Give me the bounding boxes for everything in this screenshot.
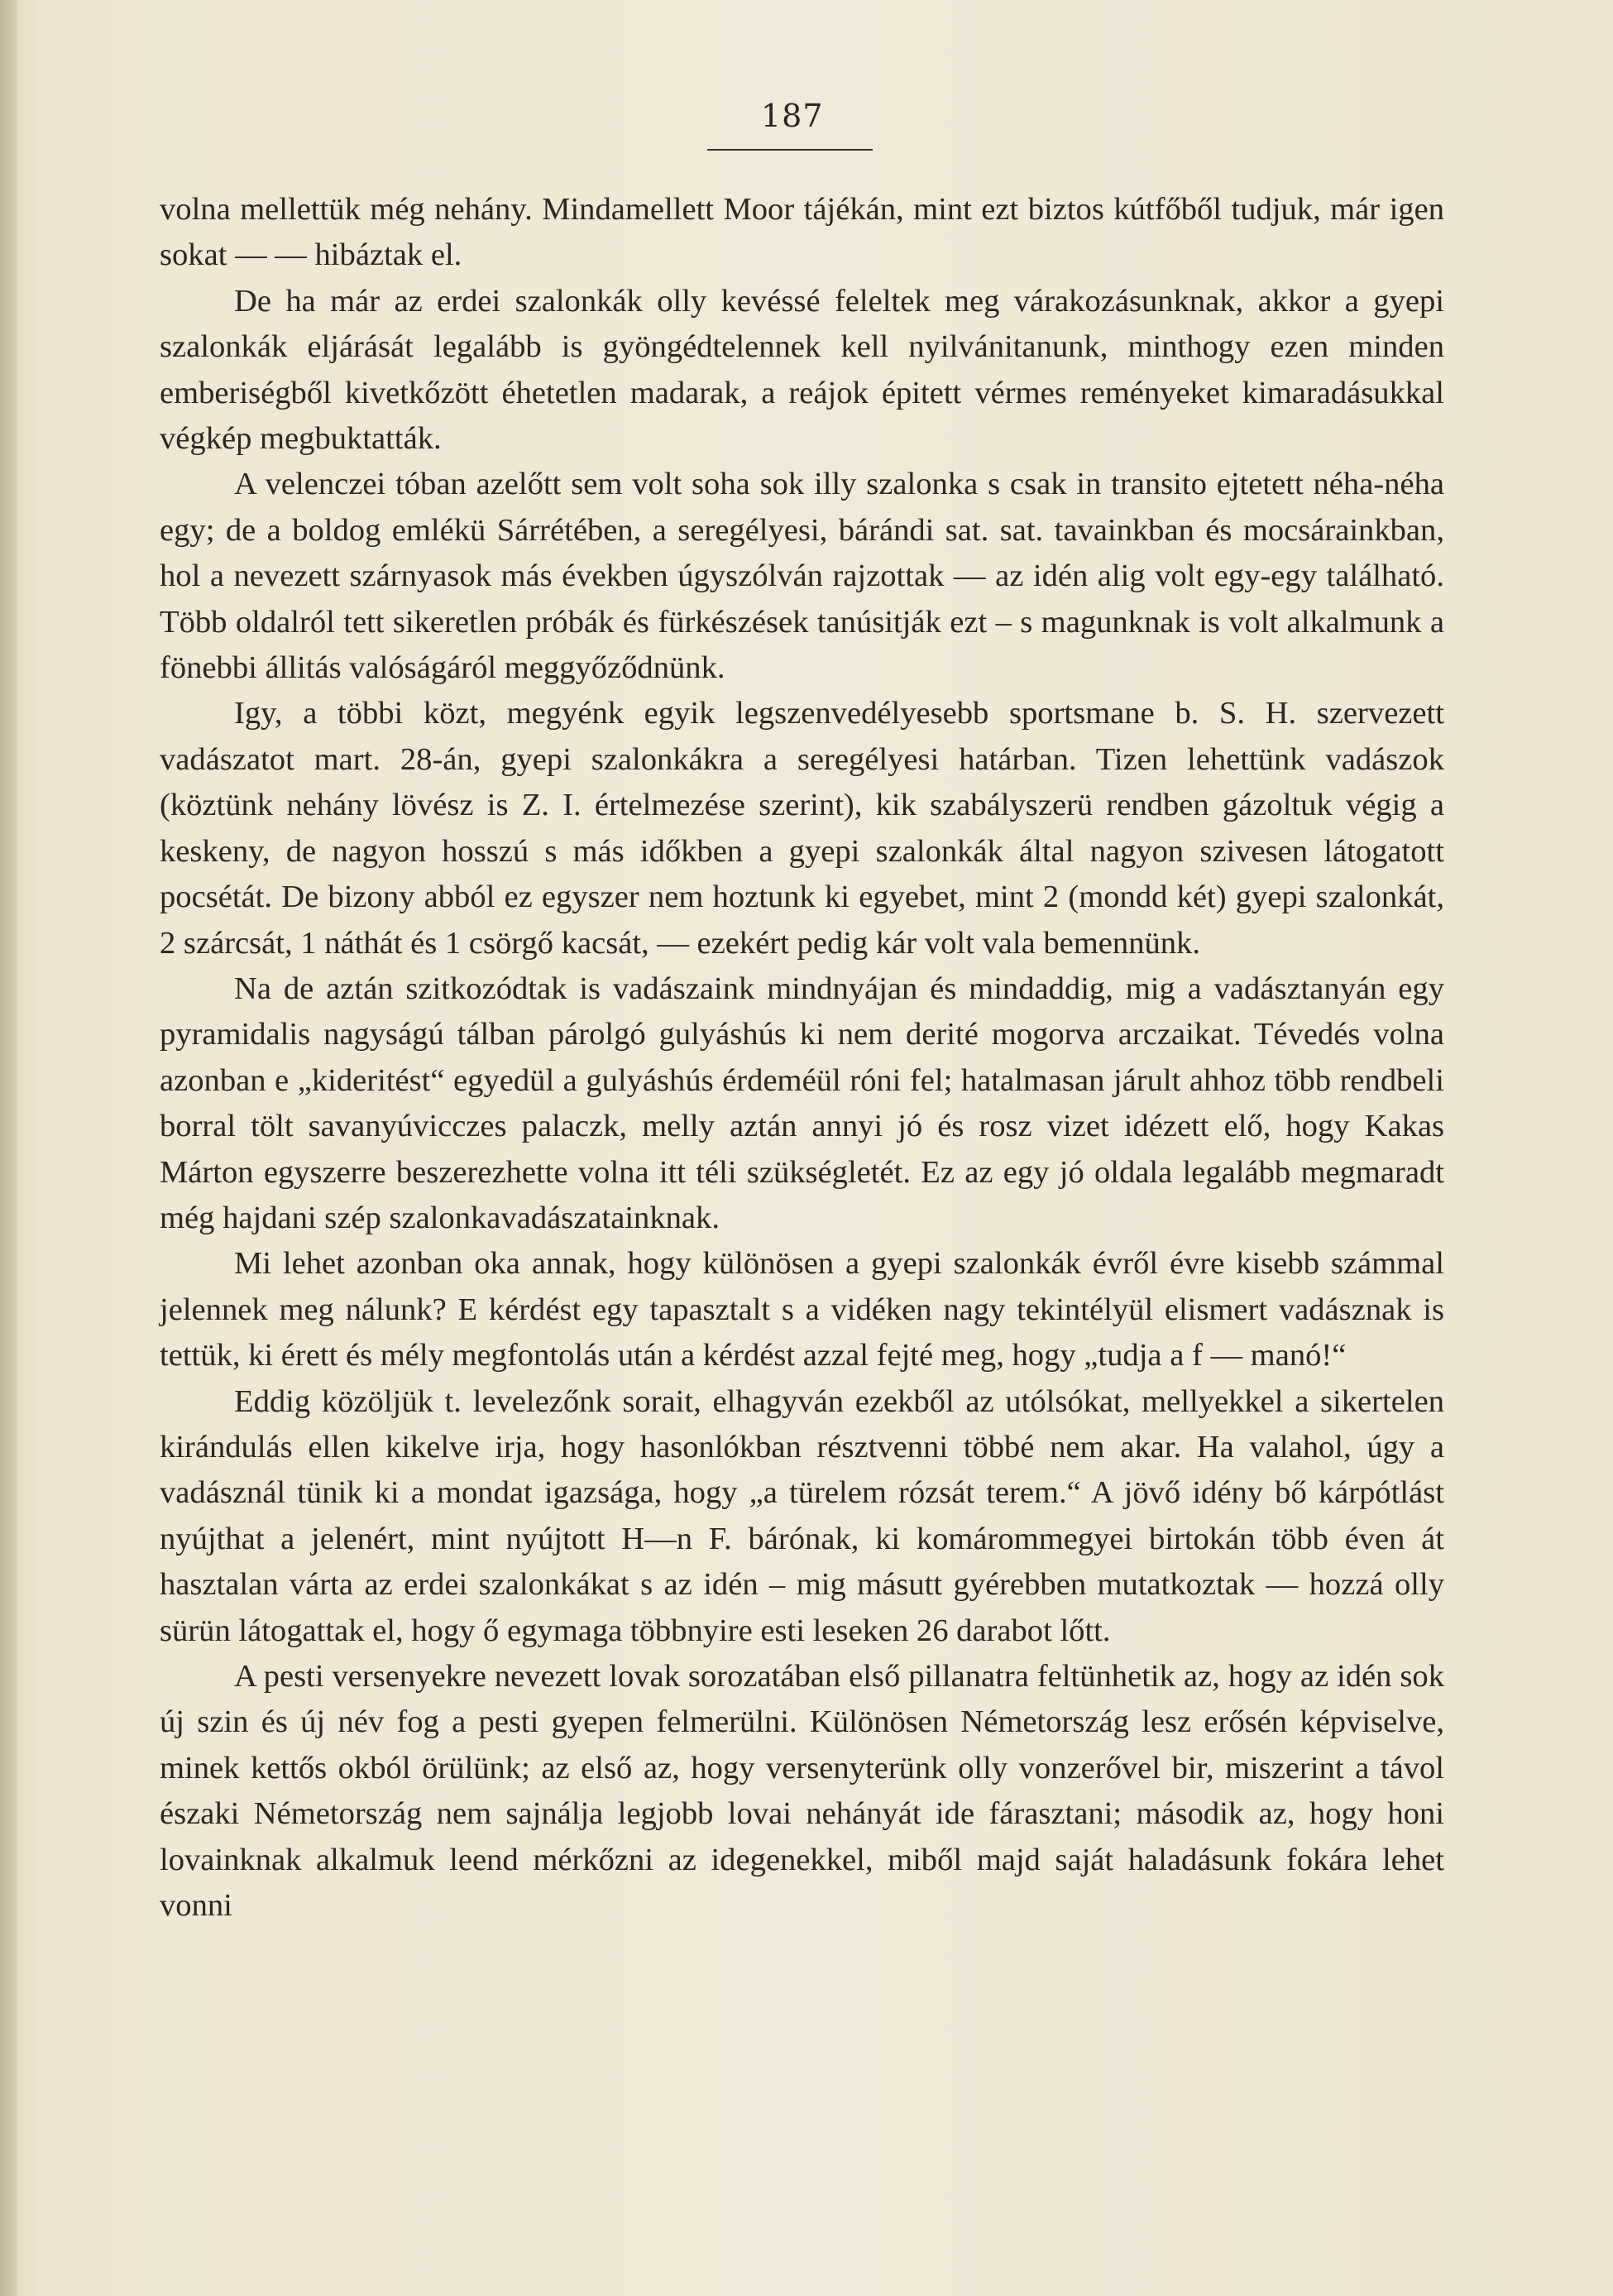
binding-gutter <box>0 0 18 2296</box>
paragraph: A velenczei tóban azelőtt sem volt soha sok illy szalonka s csak in transito ejtetett néha-néha egy; de a boldog emlékü Sárrétében, a seregélyesi, bárándi sat. sat. tavainkban és mocsárainkban, hol a nevezett szárnyasok más években úgyszólván rajzottak — az idén alig volt egy-egy található. Több oldalról tett sikeretlen próbák és fürkészések tanúsitják ezt – s magunknak is volt alkalmunk a fönebbi állitás valóságáról meggyőződnünk. <box>160 467 1444 686</box>
paragraph: Na de aztán szitkozódtak is vadászaink mindnyájan és mindaddig, mig a vadásztanyán egy pyramidalis nagyságú tálban párolgó gulyáshús ki nem derité mogorva arczaikat. Tévedés volna azonban e „kideritést“ egyedül a gulyáshús érdeméül róni fel; hatalmasan járult ahhoz több rendbeli borral tölt savanyúvicczes palaczk, melly aztán annyi jó és rosz vizet idézett elő, hogy Kakas Márton egyszerre beszerezhette volna itt téli szükségletét. Ez az egy jó oldala legalább megmaradt még hajdani szép szalonkavadászatainknak. <box>160 971 1444 1235</box>
page-number: 187 <box>761 98 824 134</box>
paragraph: A pesti versenyekre nevezett lovak sorozatában első pillanatra feltünhetik az, hogy az idén sok új szin és új név fog a pesti gyepen felmerülni. Különösen Németország lesz erősén képviselve, minek kettős okból örülünk; az első az, hogy versenyterünk olly vonzerővel bir, miszerint a távol északi Németország nem sajnálja legjobb lovai nehányát ide fárasztani; második az, hogy honi lovainknak alkalmuk leend mérkőzni az idegenekkel, miből majd saját haladásunk fokára lehet vonni <box>160 1659 1444 1924</box>
paragraph: Eddig közöljük t. levelezőnk sorait, elhagyván ezekből az utólsókat, mellyekkel a sikertelen kirándulás ellen kikelve irja, hogy hasonlókban résztvenni többé nem akar. Ha valahol, úgy a vadásznál tünik ki a mondat igazsága, hogy „a türelem rózsát terem.“ A jövő idény bő kárpótlást nyújthat a jelenért, mint nyújtott H—n F. bárónak, ki komárommegyei birtokán több éven át hasztalan várta az erdei szalonkákat s az idén – mig másutt gyérebben mutatkoztak — hozzá olly sürün látogattak el, hogy ő egymaga többnyire esti leseken 26 darabot lőtt. <box>160 1383 1444 1648</box>
paragraph: volna mellettük még nehány. Mindamellett Moor tájékán, mint ezt biztos kútfőből tudjuk, már igen sokat — — hibáztak el. <box>160 192 1444 273</box>
body-text <box>160 187 1444 1929</box>
paragraph: De ha már az erdei szalonkák olly kevéssé feleltek meg várakozásunknak, akkor a gyepi szalonkák eljárását legalább is gyöngédtelennek kell nyilvánitanunk, minthogy ezen minden emberiségből kivetkőzött éhetetlen madarak, a reájok épitett vérmes reményeket kimaradásukkal végkép megbuktatták. <box>160 283 1444 457</box>
page-number-rule <box>707 149 873 151</box>
paragraph: Mi lehet azonban oka annak, hogy különösen a gyepi szalonkák évről évre kisebb számmal jelennek meg nálunk? E kérdést egy tapasztalt s a vidéken nagy tekintélyül elismert vadásznak is tettük, ki érett és mély megfontolás után a kérdést azzal fejté meg, hogy „tudja a f — manó!“ <box>160 1246 1444 1373</box>
paragraph: Igy, a többi közt, megyénk egyik legszenvedélyesebb sportsmane b. S. H. szervezett vadászatot mart. 28-án, gyepi szalonkákra a seregélyesi határban. Tizen lehettünk vadászok (köztünk nehány lövész is Z. I. értelmezése szerint), kik szabályszerü rendben gázoltuk végig a keskeny, de nagyon hosszú s más időkben a gyepi szalonkák által nagyon szivesen látogatott pocsétát. De bizony abból ez egyszer nem hoztunk ki egyebet, mint 2 (mondd két) gyepi szalonkát, 2 szárcsát, 1 náthát és 1 csörgő kacsát, — ezekért pedig kár volt vala bemennünk. <box>160 696 1444 961</box>
